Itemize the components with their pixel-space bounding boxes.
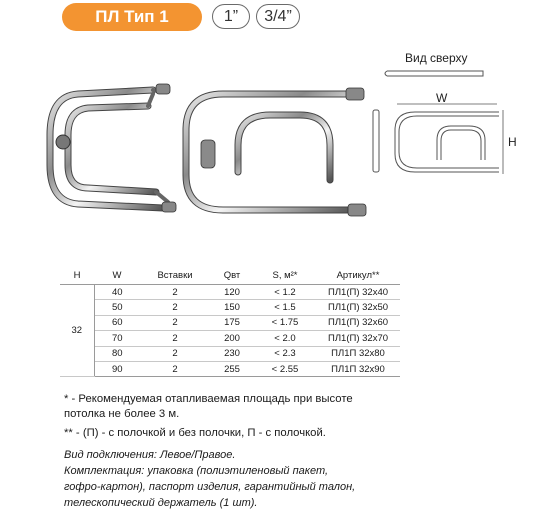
table-cell: < 2.3 (254, 346, 316, 361)
footnote-article: ** - (П) - с полочкой и без полочки, П - с полочкой. (64, 427, 326, 439)
table-cell: 120 (210, 285, 254, 300)
table-cell: 2 (140, 285, 210, 300)
footnote-area (64, 392, 353, 422)
table-cell: 2 (140, 331, 210, 346)
package-info-line-3: телескопический держатель (1 шт). (64, 497, 258, 509)
package-info-line-1: Комплектация: упаковка (полиэтиленовый пакет, (64, 465, 329, 477)
table-cell: ПЛ1(П) 32х40 (316, 285, 400, 300)
size-option-1-inch[interactable]: 1” (212, 4, 250, 29)
table-cell: 230 (210, 346, 254, 361)
package-info-line-2: гофро-картон), паспорт изделия, гарантийный талон, (64, 481, 356, 493)
towel-rail-front-view (186, 88, 366, 216)
table-cell: 255 (210, 361, 254, 376)
table-cell: ПЛ1П 32х80 (316, 346, 400, 361)
top-view-label: Вид сверху (405, 51, 468, 65)
table-cell: ПЛ1(П) 32х70 (316, 331, 400, 346)
height-value-cell: 32 (60, 285, 94, 377)
wall-bracket-shape (373, 110, 379, 172)
table-row (60, 300, 400, 315)
column-header-power: Qвт (210, 266, 254, 285)
column-header-w: W (94, 266, 140, 285)
table-row (60, 331, 400, 346)
table-cell: ПЛ1(П) 32х50 (316, 300, 400, 315)
table-cell: 2 (140, 361, 210, 376)
table-cell: < 1.2 (254, 285, 316, 300)
table-cell: < 2.0 (254, 331, 316, 346)
table-row (60, 361, 400, 376)
dimension-diagram (365, 60, 525, 190)
connection-info: Вид подключения: Левое/Правое. (64, 449, 236, 461)
table-cell: 175 (210, 315, 254, 330)
column-header-area: S, м²* (254, 266, 316, 285)
table-cell: 2 (140, 346, 210, 361)
table-row (60, 346, 400, 361)
table-cell: 90 (94, 361, 140, 376)
table-cell: ПЛ1П 32х90 (316, 361, 400, 376)
table-cell: 50 (94, 300, 140, 315)
table-cell: 60 (94, 315, 140, 330)
table-cell: 80 (94, 346, 140, 361)
table-cell: 40 (94, 285, 140, 300)
height-dimension-label: H (508, 135, 517, 149)
table-cell: 2 (140, 315, 210, 330)
table-row (60, 315, 400, 330)
size-option-3-4-inch[interactable]: 3/4” (256, 4, 300, 29)
product-photo (38, 80, 373, 220)
table-cell: ПЛ1(П) 32х60 (316, 315, 400, 330)
table-cell: < 1.75 (254, 315, 316, 330)
table-row (60, 285, 400, 300)
table-cell: < 1.5 (254, 300, 316, 315)
column-header-inserts: Вставки (140, 266, 210, 285)
footnote-area-line-2: потолка не более 3 м. (64, 408, 180, 420)
footnote-area-line-1: * - Рекомендуемая отапливаемая площадь при высоте (64, 393, 353, 405)
table-header-row (60, 266, 400, 285)
column-header-article: Артикул** (316, 266, 400, 285)
column-header-h: H (60, 266, 94, 285)
table-cell: 200 (210, 331, 254, 346)
table-cell: 70 (94, 331, 140, 346)
width-dimension-label: W (436, 91, 448, 105)
table-cell: < 2.55 (254, 361, 316, 376)
table-cell: 150 (210, 300, 254, 315)
table-cell: 2 (140, 300, 210, 315)
spec-table (60, 266, 400, 377)
top-view-shape (385, 71, 483, 76)
front-view-shape (395, 112, 499, 172)
towel-rail-left-view (50, 84, 176, 212)
product-title: ПЛ Тип 1 (62, 3, 202, 31)
